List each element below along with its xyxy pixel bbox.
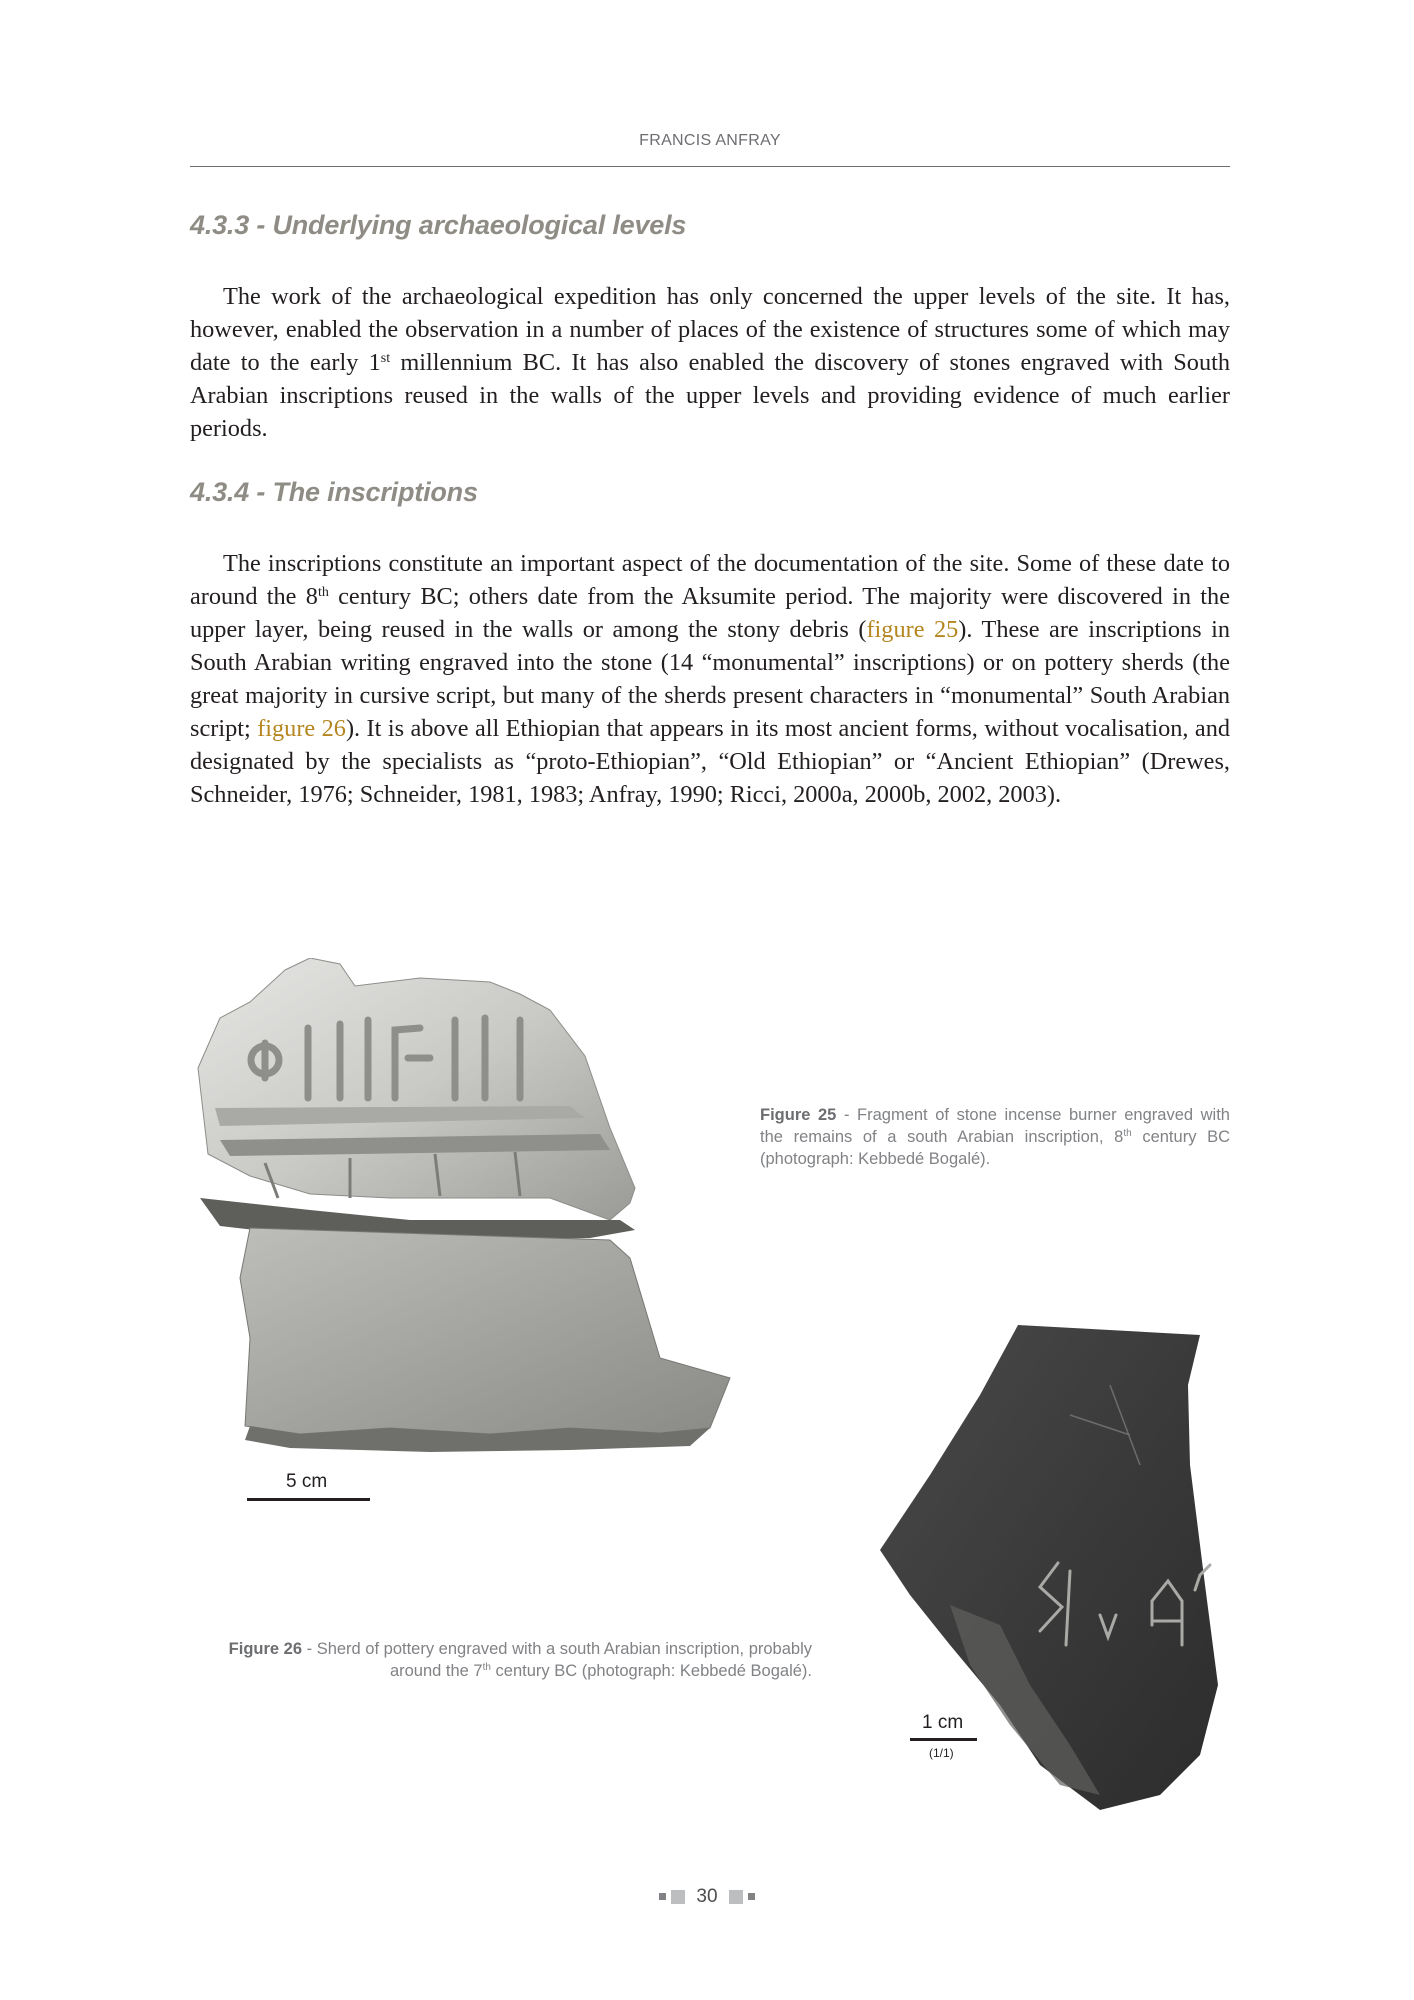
- scale-label-5cm: 5 cm: [286, 1471, 328, 1492]
- text-run: ). It is above all Ethiopian that appears in its most ancient forms, without vocalisation, and designated by the specialists as “proto-Ethiopian”, “Old Ethiopian” or “Ancient Ethiopian” (Drewes, Schneider, 1976; Schneider, 1981, 1983; Anfray, 1990; Ricci, 2000a, 2000b, 2002, 2003).: [190, 715, 1231, 808]
- figure-26-label: Figure 26: [228, 1640, 303, 1658]
- folio-square-icon: [748, 1893, 755, 1900]
- caption-text: - Fragment of stone incense burner engraved with the remains of a south Arabian inscription, 8: [760, 1106, 1230, 1146]
- page-folio: [0, 1886, 1414, 1908]
- caption-text: century BC (photograph: Kebbedé Bogalé).: [490, 1662, 812, 1680]
- caption-superscript: th: [482, 1662, 491, 1673]
- folio-square-icon: [659, 1893, 666, 1900]
- superscript: st: [380, 351, 391, 366]
- figure-25-label: Figure 25: [760, 1106, 837, 1124]
- paragraph-inscriptions: [190, 547, 1230, 811]
- text-run: ). These are inscriptions in South Arabian writing engraved into the stone (14 “monumental” inscriptions) or on pottery sherds (the great majority in cursive script, but many of the sherds present characters in “monumental” South Arabian script;: [190, 616, 1230, 742]
- figure-25-caption: [760, 1104, 1230, 1170]
- folio-square-icon: [729, 1890, 743, 1904]
- text-run: The inscriptions constitute an important aspect of the documentation of the site. Some of these date to around the 8: [190, 550, 1230, 610]
- caption-superscript: th: [1123, 1128, 1132, 1139]
- stone-fragment-photo: [190, 958, 750, 1458]
- superscript: th: [317, 585, 329, 600]
- section-heading-4-3-4: 4.3.4 - The inscriptions: [190, 477, 478, 507]
- caption-text: century BC (photograph: Kebbedé Bogalé).: [760, 1128, 1230, 1168]
- section-heading-4-3-3: 4.3.3 - Underlying archaeological levels: [190, 210, 687, 240]
- text-run: millennium BC. It has also enabled the discovery of stones engraved with South Arabian inscriptions reused in the walls of the upper levels and providing evidence of much earlier periods.: [190, 349, 1230, 442]
- header-rule: [190, 166, 1230, 167]
- scale-label-1cm: 1 cm: [922, 1712, 964, 1733]
- scale-bar-5cm: [247, 1498, 370, 1501]
- pottery-sherd-photo: [870, 1325, 1250, 1815]
- text-run: The work of the archaeological expedition has only concerned the upper levels of the site. It has, however, enabled the observation in a number of places of the existence of structures some of which may date to the early 1: [190, 283, 1230, 376]
- folio-square-icon: [671, 1890, 685, 1904]
- figure-26-link[interactable]: figure 26: [257, 715, 346, 742]
- running-head: FRANCIS ANFRAY: [639, 132, 781, 149]
- figure-25-link[interactable]: figure 25: [866, 616, 959, 643]
- scale-bar-1cm: [910, 1738, 977, 1741]
- caption-text: - Sherd of pottery engraved with a south Arabian inscription, probably around the 7: [302, 1640, 812, 1680]
- paragraph-underlying-levels: [190, 280, 1230, 445]
- page-number: 30: [696, 1886, 718, 1907]
- scale-ratio: (1/1): [929, 1746, 954, 1760]
- text-run: century BC; others date from the Aksumite period. The majority were discovered in the upper layer, being reused in the walls or among the stony debris (: [190, 583, 1230, 643]
- figure-26-caption: [190, 1638, 812, 1682]
